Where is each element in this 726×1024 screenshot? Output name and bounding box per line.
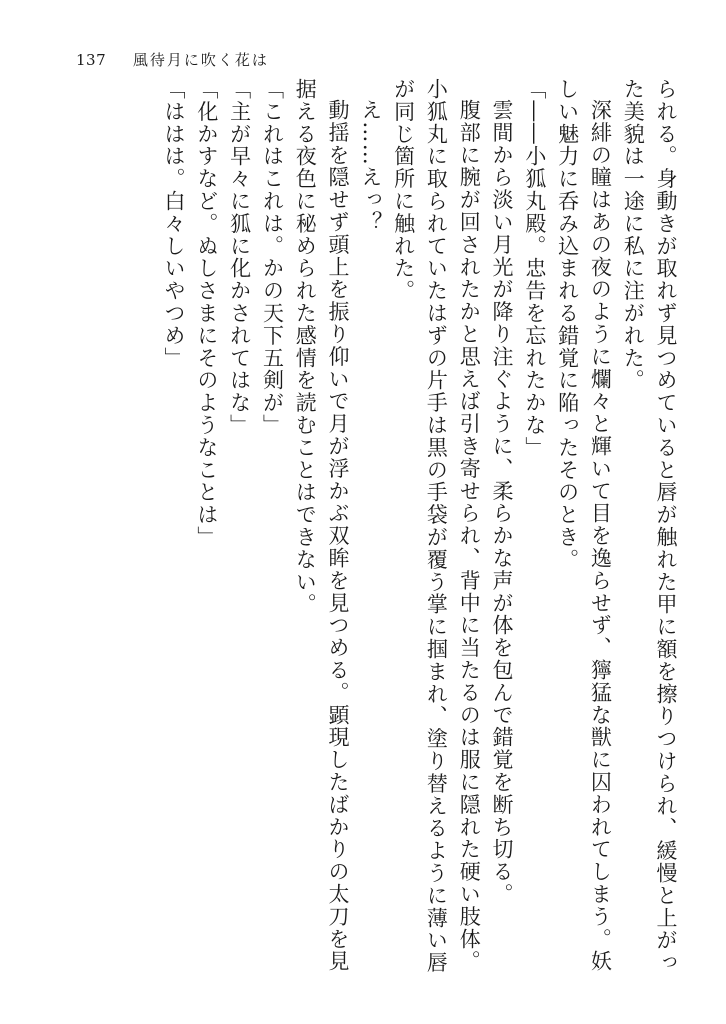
page-header	[76, 50, 269, 70]
page-number: 137	[76, 51, 107, 69]
dialogue-line-4: 「化かすなど。ぬしさまにそのようなことは」	[194, 78, 219, 549]
dialogue-line-1: 「――小狐丸殿。忠告を忘れたかな」	[522, 78, 547, 459]
paragraph-1: られる。身動きが取れず見つめていると唇が触れた甲に額を擦りつけられ、緩慢と上がった美貌は一途に私に注がれた。	[621, 78, 678, 974]
dialogue-line-2: 「これはこれは。かの天下五剣が」	[260, 78, 285, 437]
paragraph-3: 雲間から淡い月光が降り注ぐように、柔らかな声が体を包んで錯覚を断ち切る。	[490, 99, 515, 906]
paragraph-5: え……えっ？	[358, 99, 383, 234]
paragraph-4: 腹部に腕が回されたかと思えば引き寄せられ、背中に当たるのは服に隠れた硬い肢体。小狐丸に取られていたはずの片手は黒の手袋が覆う掌に掴まれ、塗り替えるように薄い唇が同じ箇所に触れた。	[391, 78, 482, 974]
dialogue-line-3: 「主が早々に狐に化かされてはな」	[227, 78, 252, 437]
paragraph-2: 深緋の瞳はあの夜のように爛々と輝いて目を逸らせず、獰猛な獣に囚われてしまう。妖しい魅力に呑み込まれる錯覚に陥ったそのとき。	[555, 78, 613, 973]
paragraph-6: 動揺を隠せず頭上を振り仰いで月が浮かぶ双眸を見つめる。顕現したばかりの太刀を見据える夜色に秘められた感情を読むことはできない。	[293, 78, 351, 973]
dialogue-line-5: 「ははは。白々しいやつめ」	[162, 78, 187, 370]
vertical-text-body	[62, 78, 682, 978]
running-title: 風待月に吹く花は	[132, 51, 269, 69]
